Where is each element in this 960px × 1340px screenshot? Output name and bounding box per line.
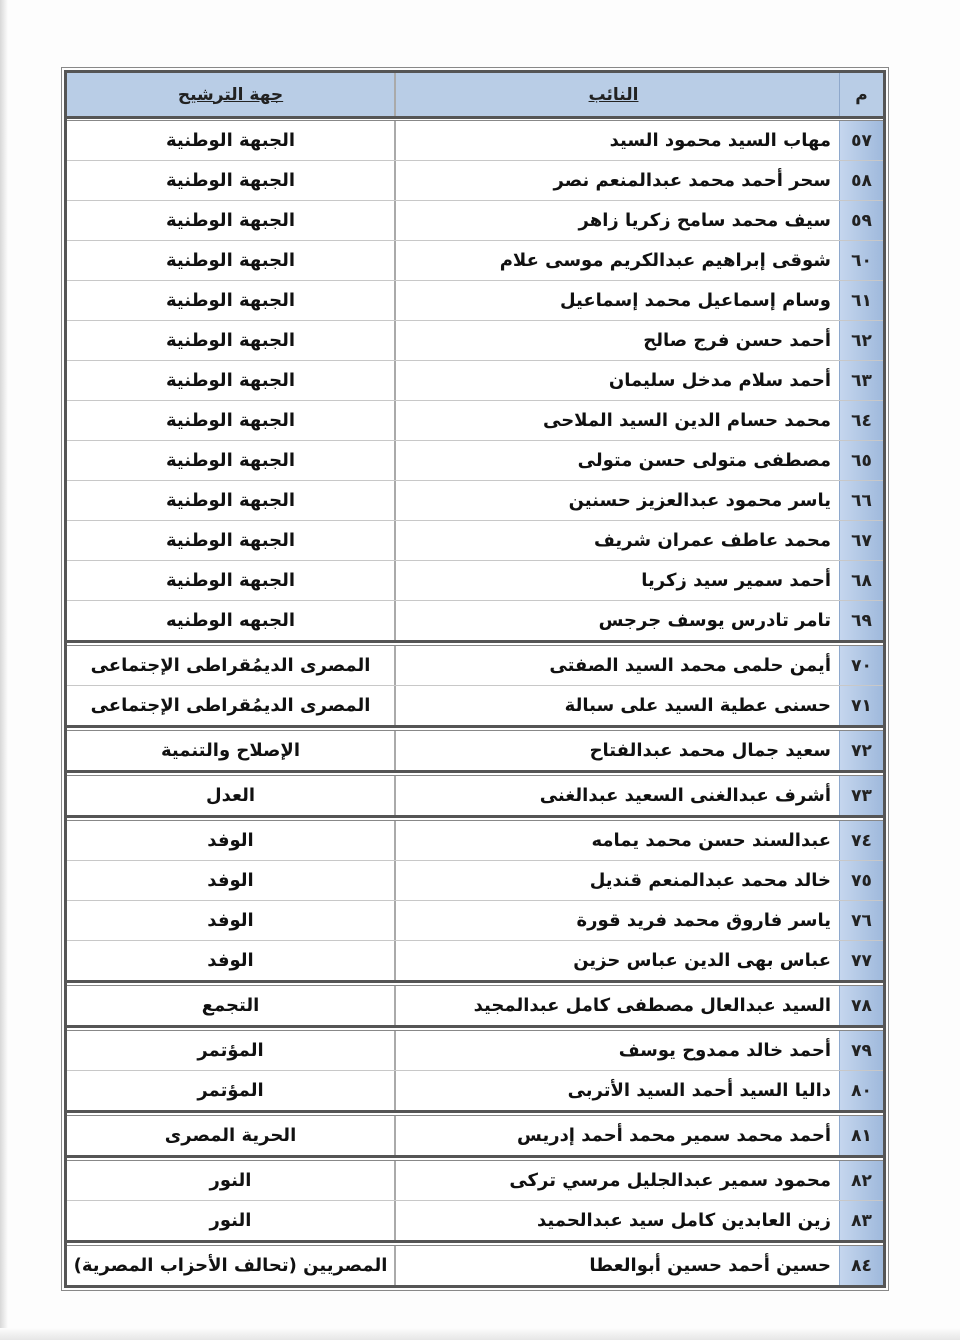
- party-group: [67, 1246, 883, 1285]
- candidate-name: تامر تادرس يوسف جرجس: [394, 601, 839, 640]
- row-number: ٦٢: [839, 321, 883, 360]
- candidates-table: [64, 70, 886, 1288]
- row-number: ٧٧: [839, 941, 883, 980]
- nominating-party: الجبهة الوطنية: [165, 210, 296, 231]
- table-row: [67, 1201, 883, 1240]
- candidate-name: محمود سمير عبدالجليل مرسي تركى: [394, 1161, 839, 1200]
- candidate-name: سيف محمد سامح زكريا زاهر: [394, 201, 839, 240]
- row-number: ٧٦: [839, 901, 883, 940]
- row-number: ٦٤: [839, 401, 883, 440]
- table-body: [67, 121, 883, 1285]
- candidate-name: أيمن حلمى محمد السيد الصفتى: [394, 646, 839, 685]
- row-number: ٦٣: [839, 361, 883, 400]
- nominating-party: الجبهة الوطنية: [165, 450, 296, 471]
- table-row: [67, 601, 883, 640]
- table-row: [67, 161, 883, 201]
- table-row: [67, 861, 883, 901]
- row-number: ٨١: [839, 1116, 883, 1155]
- table-row: [67, 121, 883, 161]
- row-number: ٦١: [839, 281, 883, 320]
- candidate-name: أشرف عبدالغنى السعيد عبدالغنى: [394, 776, 839, 815]
- table-row: [67, 321, 883, 361]
- scan-shadow-bottom: [0, 1328, 960, 1340]
- table-header: [67, 73, 883, 116]
- nominating-party: المصريين (تحالف الأحزاب المصرية): [73, 1255, 388, 1276]
- row-number: ٨٣: [839, 1201, 883, 1240]
- table-row: [67, 1161, 883, 1201]
- row-number: ٥٩: [839, 201, 883, 240]
- party-group: [67, 731, 883, 770]
- nominating-party: الجبهة الوطنية: [165, 570, 296, 591]
- nominating-party: المصرى الديمُقراطى الإجتماعى: [90, 655, 371, 676]
- table-row: [67, 281, 883, 321]
- candidate-name: أحمد محمد سمير محمد أحمد إدريس: [394, 1116, 839, 1155]
- table-row: [67, 201, 883, 241]
- candidate-name: أحمد سلام مدخل سليمان: [394, 361, 839, 400]
- candidate-name: أحمد سمير سيد زكريا: [394, 561, 839, 600]
- party-group: [67, 1116, 883, 1155]
- nominating-party: الوفد: [207, 950, 254, 971]
- candidate-name: عبدالسند حسن محمد يمامه: [394, 821, 839, 860]
- table-row: [67, 686, 883, 725]
- row-number: ٥٨: [839, 161, 883, 200]
- nominating-party: الإصلاح والتنمية: [160, 740, 301, 761]
- candidate-name: حسين أحمد حسين أبوالعطا: [394, 1246, 839, 1285]
- table-row: [67, 1031, 883, 1071]
- scan-shadow-left: [0, 0, 8, 1340]
- nominating-party: الجبهة الوطنية: [165, 370, 296, 391]
- party-group: [67, 121, 883, 640]
- row-number: ٦٦: [839, 481, 883, 520]
- party-group: [67, 1031, 883, 1110]
- table-row: [67, 561, 883, 601]
- candidate-name: مهاب السيد محمود السيد: [394, 121, 839, 160]
- candidate-name: داليا السيد أحمد السيد الأتربى: [394, 1071, 839, 1110]
- row-number: ٦٠: [839, 241, 883, 280]
- candidate-name: أحمد خالد ممدوح يوسف: [394, 1031, 839, 1070]
- table-row: [67, 521, 883, 561]
- candidate-name: وسام إسماعيل محمد إسماعيل: [394, 281, 839, 320]
- candidate-name: زين العابدين كامل سيد عبدالحميد: [394, 1201, 839, 1240]
- candidate-name: خالد محمد عبدالمنعم قنديل: [394, 861, 839, 900]
- nominating-party: الجبهة الوطنية: [165, 290, 296, 311]
- table-row: [67, 901, 883, 941]
- nominating-party: الجبهة الوطنية: [165, 330, 296, 351]
- candidate-name: ياسر محمود عبدالعزيز حسنين: [394, 481, 839, 520]
- row-number: ٧٢: [839, 731, 883, 770]
- header-number: م: [839, 73, 883, 116]
- table-row: [67, 1116, 883, 1155]
- nominating-party: الجبهة الوطنية: [165, 530, 296, 551]
- candidate-name: محمد عاطف عمران شريف: [394, 521, 839, 560]
- table-row: [67, 481, 883, 521]
- row-number: ٨٤: [839, 1246, 883, 1285]
- candidate-name: مصطفى متولى حسن متولى: [394, 441, 839, 480]
- header-name: النائب: [394, 73, 839, 116]
- table-row: [67, 401, 883, 441]
- candidate-name: السيد عبدالعال مصطفى كامل عبدالمجيد: [394, 986, 839, 1025]
- nominating-party: النور: [209, 1170, 252, 1191]
- nominating-party: الجبهه الوطنيه: [165, 610, 296, 631]
- nominating-party: المؤتمر: [197, 1040, 264, 1061]
- row-number: ٧٥: [839, 861, 883, 900]
- row-number: ٥٧: [839, 121, 883, 160]
- table-row: [67, 361, 883, 401]
- candidate-name: سعيد جمال محمد عبدالفتاح: [394, 731, 839, 770]
- row-number: ٦٩: [839, 601, 883, 640]
- table-row: [67, 1071, 883, 1110]
- candidate-name: حسنى عطية السيد على سبالة: [394, 686, 839, 725]
- nominating-party: الجبهة الوطنية: [165, 170, 296, 191]
- nominating-party: الوفد: [207, 910, 254, 931]
- table-row: [67, 441, 883, 481]
- nominating-party: الجبهة الوطنية: [165, 410, 296, 431]
- nominating-party: المؤتمر: [197, 1080, 264, 1101]
- nominating-party: الحرية المصرى: [164, 1125, 297, 1146]
- nominating-party: التجمع: [201, 995, 260, 1016]
- row-number: ٨٢: [839, 1161, 883, 1200]
- nominating-party: الوفد: [207, 830, 254, 851]
- table-row: [67, 1246, 883, 1285]
- candidate-name: أحمد حسن فرج صالح: [394, 321, 839, 360]
- row-number: ٧٩: [839, 1031, 883, 1070]
- candidate-name: شوقى إبراهيم عبدالكريم موسى علام: [394, 241, 839, 280]
- nominating-party: الجبهة الوطنية: [165, 490, 296, 511]
- row-number: ٧٨: [839, 986, 883, 1025]
- candidate-name: عباس بهى الدين عباس حزين: [394, 941, 839, 980]
- row-number: ٧٣: [839, 776, 883, 815]
- table-row: [67, 986, 883, 1025]
- nominating-party: الجبهة الوطنية: [165, 250, 296, 271]
- nominating-party: الجبهة الوطنية: [165, 130, 296, 151]
- row-number: ٧٤: [839, 821, 883, 860]
- table-row: [67, 731, 883, 770]
- row-number: ٧٠: [839, 646, 883, 685]
- nominating-party: المصرى الديمُقراطى الإجتماعى: [90, 695, 371, 716]
- party-group: [67, 986, 883, 1025]
- row-number: ٧١: [839, 686, 883, 725]
- table-row: [67, 776, 883, 815]
- table-row: [67, 941, 883, 980]
- table-row: [67, 646, 883, 686]
- candidate-name: محمد حسام الدين السيد الملاحى: [394, 401, 839, 440]
- party-group: [67, 1161, 883, 1240]
- header-party: جهة الترشيح: [177, 84, 284, 105]
- nominating-party: الوفد: [207, 870, 254, 891]
- party-group: [67, 821, 883, 980]
- candidate-name: ياسر فاروق محمد فريد قورة: [394, 901, 839, 940]
- table-row: [67, 241, 883, 281]
- candidate-name: سحر أحمد محمد عبدالمنعم نصر: [394, 161, 839, 200]
- party-group: [67, 646, 883, 725]
- row-number: ٦٥: [839, 441, 883, 480]
- row-number: ٦٨: [839, 561, 883, 600]
- row-number: ٦٧: [839, 521, 883, 560]
- row-number: ٨٠: [839, 1071, 883, 1110]
- party-group: [67, 776, 883, 815]
- table-row: [67, 821, 883, 861]
- nominating-party: العدل: [205, 785, 256, 806]
- nominating-party: النور: [209, 1210, 252, 1231]
